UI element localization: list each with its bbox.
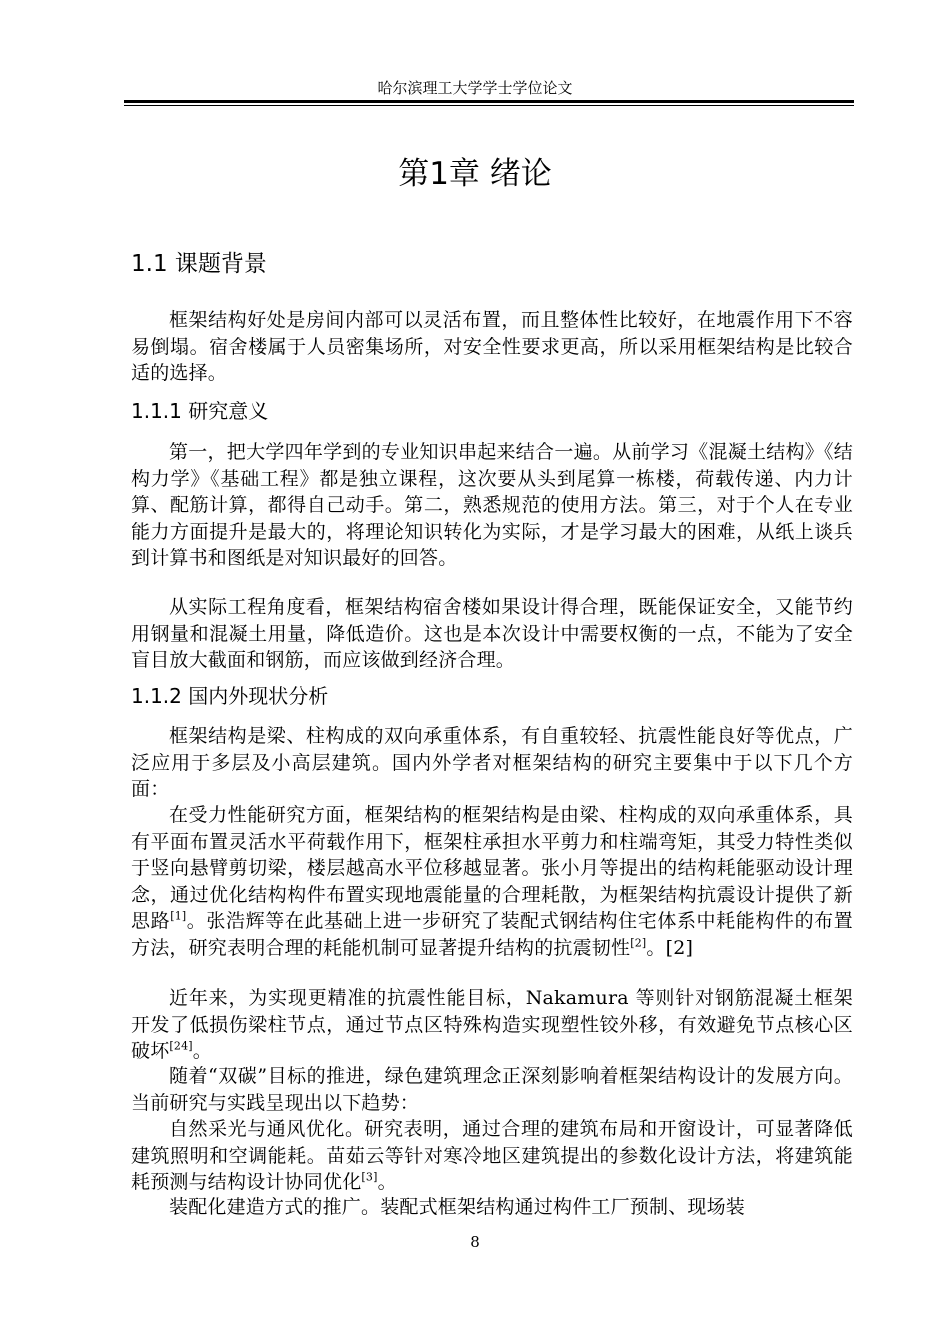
- paragraph-text: 。: [192, 1040, 212, 1062]
- page-number: 8: [470, 1233, 480, 1251]
- header-rule-thick: [124, 100, 854, 103]
- subsection-heading-1-1-1: 1.1.1 研究意义: [131, 399, 269, 423]
- paragraph-prefabrication: 装配化建造方式的推广。装配式框架结构通过构件工厂预制、现场装: [169, 1196, 746, 1218]
- running-header: 哈尔滨理工大学学士学位论文: [377, 79, 573, 97]
- section-heading-1-1: 1.1 课题背景: [131, 251, 267, 277]
- citation-ref: [2]: [630, 936, 647, 950]
- paragraph-background: 框架结构好处是房间内部可以灵活布置，而且整体性比较好，在地震作用下不容易倒塌。宿舍楼属于人员密集场所，对安全性要求更高，所以采用框架结构是比较合适的选择。: [131, 309, 853, 384]
- paragraph-text: 。: [377, 1171, 397, 1193]
- paragraph-significance-1: 第一，把大学四年学到的专业知识串起来结合一遍。从前学习《混凝土结构》《结构力学》《基础工程》都是独立课程，这次要从头到尾算一栋楼，荷载传递、内力计算、配筋计算，都得自己动手。第二，熟悉规范的使用方法。第三，对于个人在专业能力方面提升是最大的，将理论知识转化为实际，才是学习最大的困难，从纸上谈兵到计算书和图纸是对知识最好的回答。: [131, 441, 853, 569]
- subsection-heading-1-1-2: 1.1.2 国内外现状分析: [131, 684, 329, 708]
- citation-ref: [24]: [169, 1039, 193, 1053]
- paragraph-text: 在受力性能研究方面，框架结构的框架结构是由梁、柱构成的双向承重体系，具有平面布置灵活水平荷载作用下，框架柱承担水平剪力和柱端弯矩，其受力特性类似于竖向悬臂剪切梁，楼层越高水平位移越显著。张小月等提出的结构耗能驱动设计理念，通过优化结构构件布置实现地震能量的合理耗散，为框架结构抗震设计提供了新思路: [131, 804, 853, 932]
- header-rule-thin: [124, 105, 854, 106]
- paragraph-status-intro: 框架结构是梁、柱构成的双向承重体系，有自重较轻、抗震性能良好等优点，广泛应用于多层及小高层建筑。国内外学者对框架结构的研究主要集中于以下几个方面：: [131, 725, 853, 800]
- citation-ref: [3]: [361, 1170, 378, 1184]
- paragraph-text: 近年来，为实现更精准的抗震性能目标，Nakamura 等则针对钢筋混凝土框架开发了低损伤梁柱节点，通过节点区特殊构造实现塑性铰外移，有效避免节点核心区破坏: [131, 987, 853, 1062]
- paragraph-green-building: 随着“双碳”目标的推进，绿色建筑理念正深刻影响着框架结构设计的发展方向。当前研究与实践呈现出以下趋势：: [131, 1065, 853, 1114]
- paragraph-mechanical-performance: [131, 802, 853, 961]
- citation-ref: [1]: [170, 909, 187, 923]
- chapter-title: 第1章 绪论: [398, 156, 552, 192]
- paragraph-recent-research: [131, 985, 853, 1065]
- paragraph-text: 。[2]: [646, 936, 694, 959]
- paragraph-significance-2: 从实际工程角度看，框架结构宿舍楼如果设计得合理，既能保证安全，又能节约用钢量和混凝土用量，降低造价。这也是本次设计中需要权衡的一点，不能为了安全盲目放大截面和钢筋，而应该做到经济合理。: [131, 596, 853, 671]
- paragraph-text: 。张浩辉等在此基础上进一步研究了装配式钢结构住宅体系中耗能构件的布置方法，研究表明合理的耗能机制可显著提升结构的抗震韧性: [131, 910, 853, 959]
- paragraph-lighting-ventilation: [131, 1116, 853, 1196]
- paragraph-text: 自然采光与通风优化。研究表明，通过合理的建筑布局和开窗设计，可显著降低建筑照明和空调能耗。苗茹云等针对寒冷地区建筑提出的参数化设计方法，将建筑能耗预测与结构设计协同优化: [131, 1118, 853, 1193]
